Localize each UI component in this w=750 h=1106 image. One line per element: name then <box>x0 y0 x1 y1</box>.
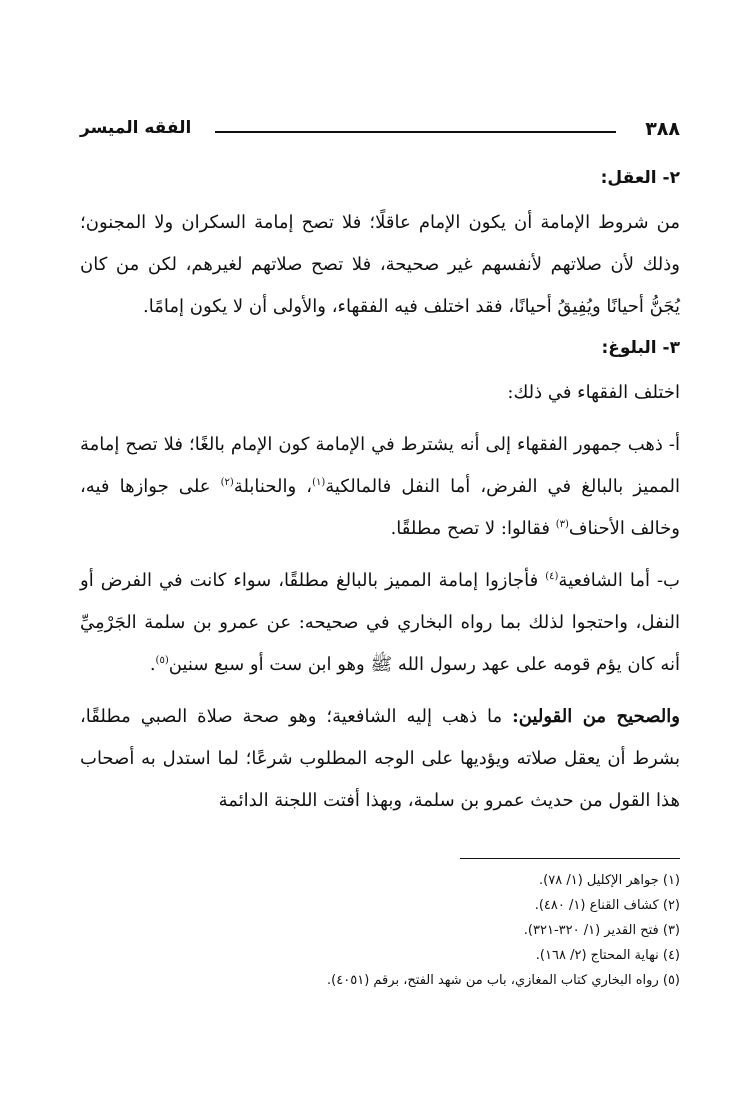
paragraph-c-lead: والصحيح من القولين: <box>512 706 680 727</box>
paragraph-b <box>80 560 680 686</box>
footnote-1: (١) جواهر الإكليل (١/ ٧٨). <box>539 873 680 888</box>
footnote-5: (٥) رواه البخاري كتاب المغازي، باب من شهد الفتح، برقم (٤٠٥١). <box>327 973 680 988</box>
footnote-divider <box>460 858 680 859</box>
paragraph-a <box>80 424 680 550</box>
paragraph-b-text-3: . <box>149 654 156 675</box>
paragraph-puberty-intro: اختلف الفقهاء في ذلك: <box>507 382 680 403</box>
header-rule <box>215 131 616 133</box>
footnotes <box>80 872 680 997</box>
paragraph-a-text-2: ، والحنابلة <box>233 476 313 497</box>
footnote-2: (٢) كشاف القناع (١/ ٤٨٠). <box>534 898 680 913</box>
footnote-4: (٤) نهاية المحتاج (٢/ ١٦٨). <box>535 948 680 963</box>
section-heading-intellect: ٢- العقل: <box>600 168 680 188</box>
footnote-ref-2[interactable]: (٢) <box>220 477 234 488</box>
paragraph-c-text: ما ذهب إليه الشافعية؛ وهو صحة صلاة الصبي مطلقًا، بشرط أن يعقل صلاته ويؤديها على الوجه المطلوب شرعًا؛ لما استدل به أصحاب هذا القول من حديث عمرو بن سلمة، وبهذا أفتت اللجنة الدائمة <box>80 706 680 811</box>
paragraph-a-text-4: فقالوا: لا تصح مطلقًا. <box>390 518 556 539</box>
footnote-3: (٣) فتح القدير (١/ ٣٢٠-٣٢١). <box>523 923 680 938</box>
footnote-ref-1[interactable]: (١) <box>312 477 326 488</box>
page-header <box>80 118 680 152</box>
paragraph-b-text-2: فأجازوا إمامة المميز بالبالغ مطلقًا، سواء كانت في الفرض أو النفل، واحتجوا لذلك بما رواه البخاري في صحيحه: عن عمرو بن سلمة الجَرْمِيِّ أنه كان يؤم قومه على عهد رسول الله ﷺ وهو ابن ست أو سبع سنين <box>80 570 680 675</box>
footnote-ref-4[interactable]: (٤) <box>545 571 559 582</box>
page-body <box>80 160 680 832</box>
paragraph-b-text-1: ب- أما الشافعية <box>558 570 681 591</box>
paragraph-c <box>80 696 680 822</box>
footnote-ref-5[interactable]: (٥) <box>155 655 169 666</box>
footnote-ref-3[interactable]: (٣) <box>555 519 569 530</box>
paragraph-a-text-1: أ- ذهب جمهور الفقهاء إلى أنه يشترط في الإمامة كون الإمام بالغًا؛ فلا تصح إمامة المميز بالبالغ في الفرض، أما النفل فالمالكية <box>80 434 680 497</box>
page-number: ٣٨٨ <box>645 118 680 140</box>
section-heading-puberty: ٣- البلوغ: <box>601 338 680 358</box>
book-title: الفقه الميسر <box>80 118 192 138</box>
paragraph-a-text-3: على جوازها فيه، وخالف الأحناف <box>80 476 680 539</box>
paragraph-intellect: من شروط الإمامة أن يكون الإمام عاقلًا؛ فلا تصح إمامة السكران ولا المجنون؛ وذلك لأن صلاتهم لأنفسهم غير صحيحة، فلا تصح صلاتهم لغيرهم، لكن من كان يُجَنُّ أحيانًا ويُفِيقُ أحيانًا، فقد اختلف فيه الفقهاء، والأولى أن لا يكون إمامًا. <box>80 212 680 317</box>
